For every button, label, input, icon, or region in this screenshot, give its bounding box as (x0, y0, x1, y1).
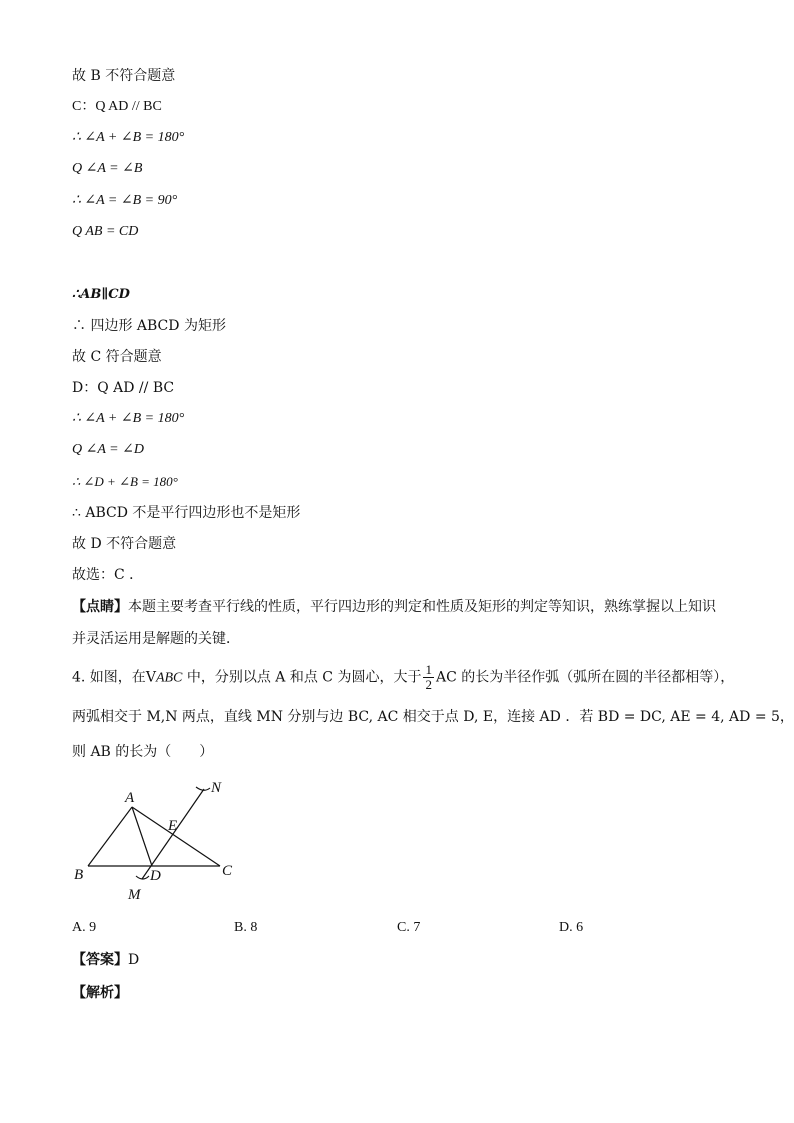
geometry-figure (70, 775, 250, 905)
solution-line: ∴ ∠A = ∠B = 90° (72, 193, 178, 208)
solution-line: Q ∠A = ∠D (72, 442, 144, 457)
answer-value: D (128, 952, 140, 968)
comment-line: 并灵活运用是解题的关键． (72, 631, 240, 647)
question-line: 两弧相交于 M,N 两点，直线 MN 分别与边 BC, AC 相交于点 D, E，连接 AD ．若 BD = DC, AE = 4, AD = 5， (72, 709, 794, 725)
label-a: A (125, 790, 135, 806)
solution-line: ∴ ∠A + ∠B = 180° (72, 130, 185, 145)
option-b[interactable]: B. 8 (234, 920, 258, 935)
solution-line: ∴AB∥CD (72, 287, 130, 302)
solution-line: ∴ 四边形 ABCD 为矩形 (72, 318, 226, 334)
question-line: 则 AB 的长为（ ） (72, 744, 214, 760)
label-d: D (150, 868, 161, 884)
triangle-symbol: V (145, 669, 156, 686)
solution-line: D：Q AD // BC (72, 380, 175, 396)
segment-ab (88, 807, 132, 866)
comment-line (72, 597, 716, 617)
label-e: E (168, 818, 178, 834)
segment-ad (132, 807, 152, 866)
solution-line: C：Q AD // BC (72, 99, 162, 114)
triangle-name: ABC (155, 670, 183, 686)
question-text: AC 的长为半径作弧（弧所在圆的半径都相等）， (435, 669, 735, 686)
solution-line: ∴ ∠A + ∠B = 180° (72, 411, 185, 426)
solution-line: Q AB = CD (72, 224, 139, 239)
question-number: 4. 如图，在 (72, 669, 146, 686)
solution-line: 故选：C ． (72, 567, 144, 583)
solution-line: 故 B 不符合题意 (72, 68, 176, 84)
answer-line (72, 950, 139, 970)
question-line (72, 663, 734, 693)
solution-line: Q ∠A = ∠B (72, 161, 143, 176)
option-c[interactable]: C. 7 (397, 920, 421, 935)
answer-tag: 【答案】 (72, 952, 128, 968)
fraction: $\frac{1}{2}$ (425, 662, 432, 692)
label-b: B (74, 867, 84, 883)
segment-ac (132, 807, 220, 866)
solution-line: 故 C 符合题意 (72, 349, 162, 365)
option-d[interactable]: D. 6 (559, 920, 584, 935)
solution-line: 故 D 不符合题意 (72, 536, 177, 552)
option-a[interactable]: A. 9 (72, 920, 97, 935)
label-n: N (211, 780, 222, 796)
comment-text: 本题主要考查平行线的性质，平行四边形的判定和性质及矩形的判定等知识，熟练掌握以上知识 (128, 599, 716, 615)
arc-mark-n (196, 787, 210, 790)
solution-line: ∴ ∠D + ∠B = 180° (72, 474, 178, 489)
question-text: 中，分别以点 A 和点 C 为圆心，大于 (182, 669, 422, 686)
label-c: C (222, 863, 233, 879)
comment-tag: 【点睛】 (72, 599, 128, 615)
analysis-tag: 【解析】 (72, 985, 128, 1001)
label-m: M (128, 887, 141, 903)
solution-line: ∴ ABCD 不是平行四边形也不是矩形 (72, 505, 301, 521)
